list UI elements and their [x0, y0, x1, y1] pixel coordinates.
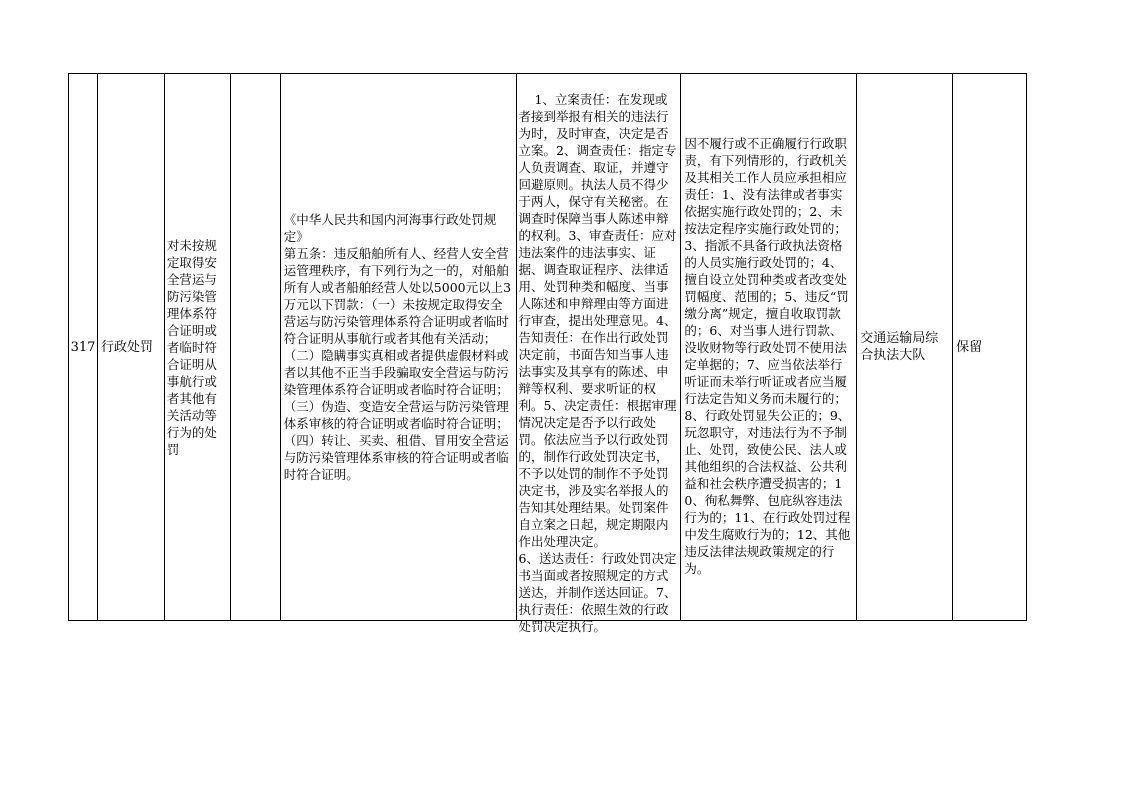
- responsibility-cell: [517, 74, 682, 634]
- department-cell: [857, 74, 953, 620]
- row-number-cell: [69, 74, 98, 620]
- power-list-table: [68, 73, 1027, 634]
- responsibility-text: 1、立案责任：在发现或者接到举报有相关的违法行为时，及时审查，决定是否立案。2、调查责任：指定专人负责调查、取证，并遵守回避原则。执法人员不得少于两人，保守有关秘密。在调查时保障当事人陈述申辩的权利。3、审查责任：应对违法案件的违法事实、证据、调查取证程序、法律适用、处罚种类和幅度、当事人陈述和申辩理由等方面进行审查，提出处理意见。4、告知责任：在作出行政处罚决定前，书面告知当事人违法事实及其享有的陈述、申辩等权利、要求听证的权利。5、决定责任：根据审理情况决定是否予以行政处罚。依法应当予以行政处罚的，制作行政处罚决定书，不予以处罚的制作不予处罚决定书，涉及实名举报人的告知其处理结果。处罚案件自立案之日起，规定期限内作出处理决定。 6、送达责任：行政处罚决定书当面或者按照规定的方式送达，并制作送达回证。7、执行责任：依照生效的行政处罚决定执行。: [518, 92, 677, 634]
- power-item-name: 对未按规定取得安全营运与防污染管理体系符合证明或者临时符合证明从事航行或者其他有关活动等行为的处罚: [166, 237, 217, 457]
- row-number: 317: [70, 339, 96, 355]
- sub-item-cell: [231, 74, 281, 620]
- item-name-cell: [165, 74, 231, 620]
- legal-basis-text: 《中华人民共和国内河海事行政处罚规定》 第五条：违反船舶所有人、经营人安全营运管理秩序，有下列行为之一的，对船舶所有人或者船舶经营人处以5000元以上3万元以下罚款：（一）未按规定取得安全营运与防污染管理体系符合证明或者临时符合证明从事航行或者其他有关活动；（二）隐瞒事实真相或者提供虚假材料或者以其他不正当手段骗取安全营运与防污染管理体系符合证明或者临时符合证明；（三）伪造、变造安全营运与防污染管理体系审核的符合证明或者临时符合证明；（四）转让、买卖、租借、冒用安全营运与防污染管理体系审核的符合证明或者临时符合证明。: [283, 212, 512, 482]
- legal-basis-cell: [281, 74, 517, 620]
- remark-cell: [953, 74, 1027, 620]
- accountability-text: 因不履行或不正确履行行政职责，有下列情形的，行政机关及其相关工作人员应承担相应责任：1、没有法律或者事实依据实施行政处罚的；2、未按法定程序实施行政处罚的；3、指派不具备行政执法资格的人员实施行政处罚的；4、擅自设立处罚种类或者改变处罚幅度、范围的；5、违反“罚缴分离”规定，擅自收取罚款的；6、对当事人进行罚款、没收财物等行政处罚不使用法定单据的；7、应当依法举行听证而未举行听证或者应当履行法定告知义务而未履行的；8、行政处罚显失公正的；9、玩忽职守，对违法行为不予制止、处罚，致使公民、法人或其他组织的合法权益、公共利益和社会秩序遭受损害的；10、徇私舞弊、包庇纵容违法行为的；11、在行政处罚过程中发生腐败行为的；12、其他违反法律法规政策规定的行为。: [684, 136, 851, 576]
- power-category: 行政处罚: [100, 339, 153, 355]
- implementing-department: 交通运输局综合执法大队: [860, 331, 939, 363]
- category-cell: [98, 74, 165, 620]
- accountability-cell: [681, 74, 857, 620]
- remark-text: 保留: [956, 339, 983, 355]
